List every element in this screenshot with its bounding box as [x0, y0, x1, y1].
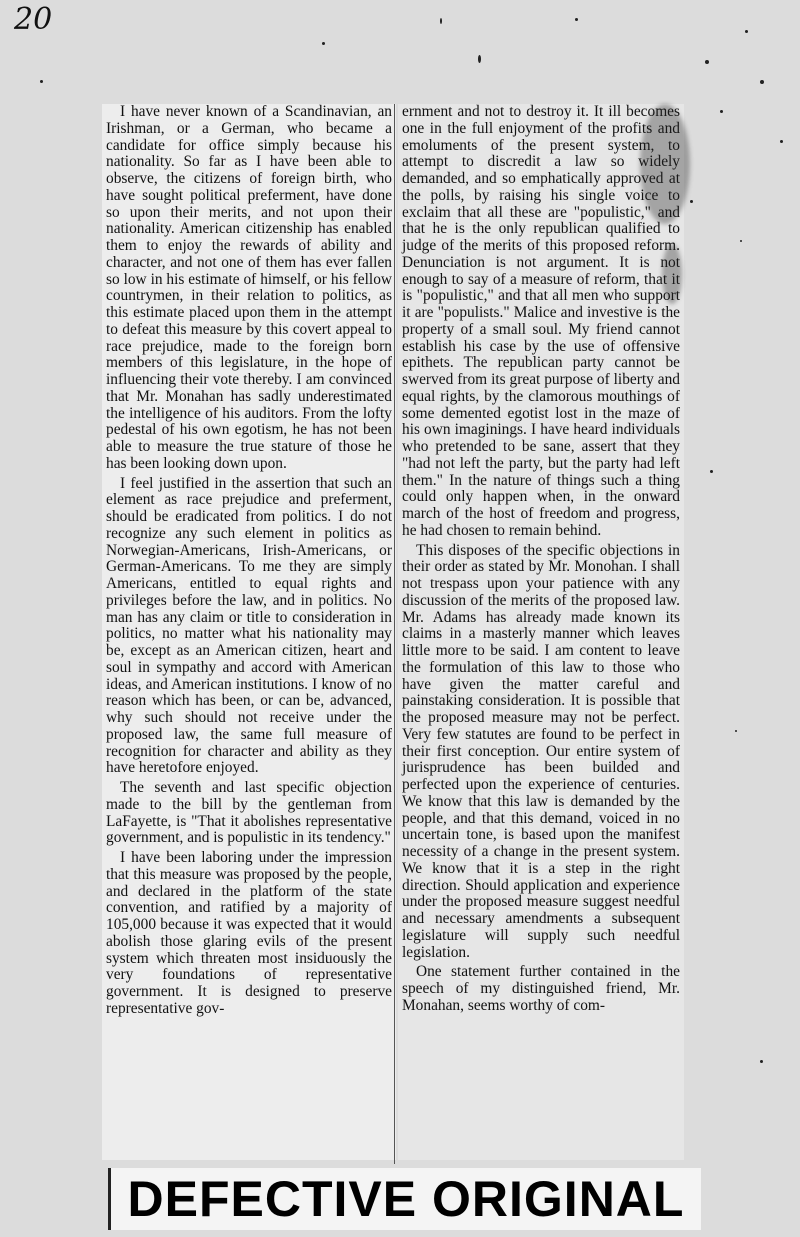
- paragraph: ernment and not to destroy it. It ill becomes one in the full enjoyment of the profits and emoluments of the present system, to attempt to discredit a law so widely demanded, and so emphatically approved at the polls, by raising his single voice to exclaim that all these are "populistic," and that he is the only republican qualified to judge of the merits of this proposed reform. Denunciation is not argument. It is not enough to say of a measure of reform, that it is "populistic," and that all men who support it are "populists." Malice and investive is the property of a small soul. My friend cannot establish his case by the use of offensive epithets. The republican party cannot be swerved from its great purpose of liberty and equal rights, by the clamorous mouthings of some demented egotist lost in the maze of his own imaginings. I have heard individuals who pretended to be sane, assert that they "had not left the party, but the party had left them." In the nature of things such a thing could only happen when, in the onward march of the host of freedom and progress, he had chosen to remain behind.: [402, 103, 680, 539]
- column-divider: [394, 104, 395, 1164]
- scan-speck: [478, 55, 481, 63]
- scan-speck: [760, 1060, 763, 1063]
- scan-speck: [40, 80, 43, 83]
- scan-speck: [760, 80, 764, 84]
- paragraph: I have been laboring under the impression that this measure was proposed by the people, and declared in the platform of the state convention, and ratified by a majority of 105,000 because it was expected that it would abolish those glaring evils of the present system which threaten most insiduously the very foundations of representative government. It is designed to preserve representative gov-: [106, 849, 392, 1017]
- page-number: 20: [14, 2, 53, 37]
- scan-speck: [690, 200, 693, 203]
- scan-speck: [740, 240, 742, 242]
- ink-smudge: [662, 244, 682, 304]
- scan-speck: [745, 30, 748, 33]
- scan-speck: [735, 730, 737, 732]
- paragraph: I feel justified in the assertion that such an element as race prejudice and preferment, should be eradicated from politics. I do not recognize any such element in politics as Norwegian-Americans, Irish-Americans, or German-Americans. To me they are simply Americans, entitled to equal rights and privileges before the law, and in politics. No man has any claim or title to consideration in politics, no matter what his nationality may be, except as an American citizen, heart and soul in sympathy and accord with American ideas, and American institutions. I know of no reason which has been, or can be, advanced, why such should not receive under the proposed law, the same full measure of recognition for character and ability as they have heretofore enjoyed.: [106, 474, 392, 777]
- newspaper-clipping: [92, 104, 686, 1160]
- scan-speck: [780, 140, 783, 143]
- scan-speck: [710, 470, 713, 473]
- scan-speck: [705, 60, 709, 64]
- ink-smudge: [640, 104, 690, 224]
- paragraph: One statement further contained in the speech of my distinguished friend, Mr. Monahan, seems worthy of com-: [402, 963, 680, 1014]
- paragraph: I have never known of a Scandinavian, an Irishman, or a German, who became a candidate for office simply because his nationality. So far as I have been able to observe, the citizens of foreign birth, who have sought political preferment, have done so upon their merits, and not upon their nationality. American citizenship has enabled them to enjoy the rewards of ability and character, and not one of them has ever fallen so low in his estimate of himself, or his fellow countrymen, in their relation to politics, as this estimate placed upon them in the attempt to defeat this measure by this covert appeal to race prejudice, made to the foreign born members of this legislature, in the hope of influencing their vote thereby. I am convinced that Mr. Monahan has sadly underestimated the intelligence of his auditors. From the lofty pedestal of his own egotism, he has not been able to measure the true stature of those he has been looking down upon.: [106, 103, 392, 472]
- defective-original-stamp: DEFECTIVE ORIGINAL: [108, 1168, 701, 1230]
- paragraph: This disposes of the specific objections in their order as stated by Mr. Monohan. I shall not trespass upon your patience with any discussion of the merits of the proposed law. Mr. Adams has already made known its claims in a masterly manner which leaves little more to be said. I am content to leave the formulation of this law to those who have given the matter careful and painstaking consideration. It is possible that the proposed measure may not be perfect. Very few statutes are found to be perfect in their first conception. Our entire system of jurisprudence has been builded and perfected upon the experience of centuries. We know that this law is demanded by the people, and that this demand, voiced in no uncertain tone, is based upon the manifest necessity of a change in the present system. We know that it is a step in the right direction. Should application and experience under the proposed measure suggest needful and necessary amendments a subsequent legislature will supply such needful legislation.: [402, 541, 680, 961]
- paragraph: The seventh and last specific objection made to the bill by the gentleman from LaFayette, is "That it abolishes representative government, and is populistic in its tendency.": [106, 779, 392, 847]
- scan-speck: [322, 42, 325, 45]
- left-column: [102, 104, 396, 1160]
- scan-speck: [720, 110, 723, 113]
- right-column: [398, 104, 684, 1160]
- scan-speck: [575, 18, 578, 21]
- scan-speck: [440, 18, 442, 24]
